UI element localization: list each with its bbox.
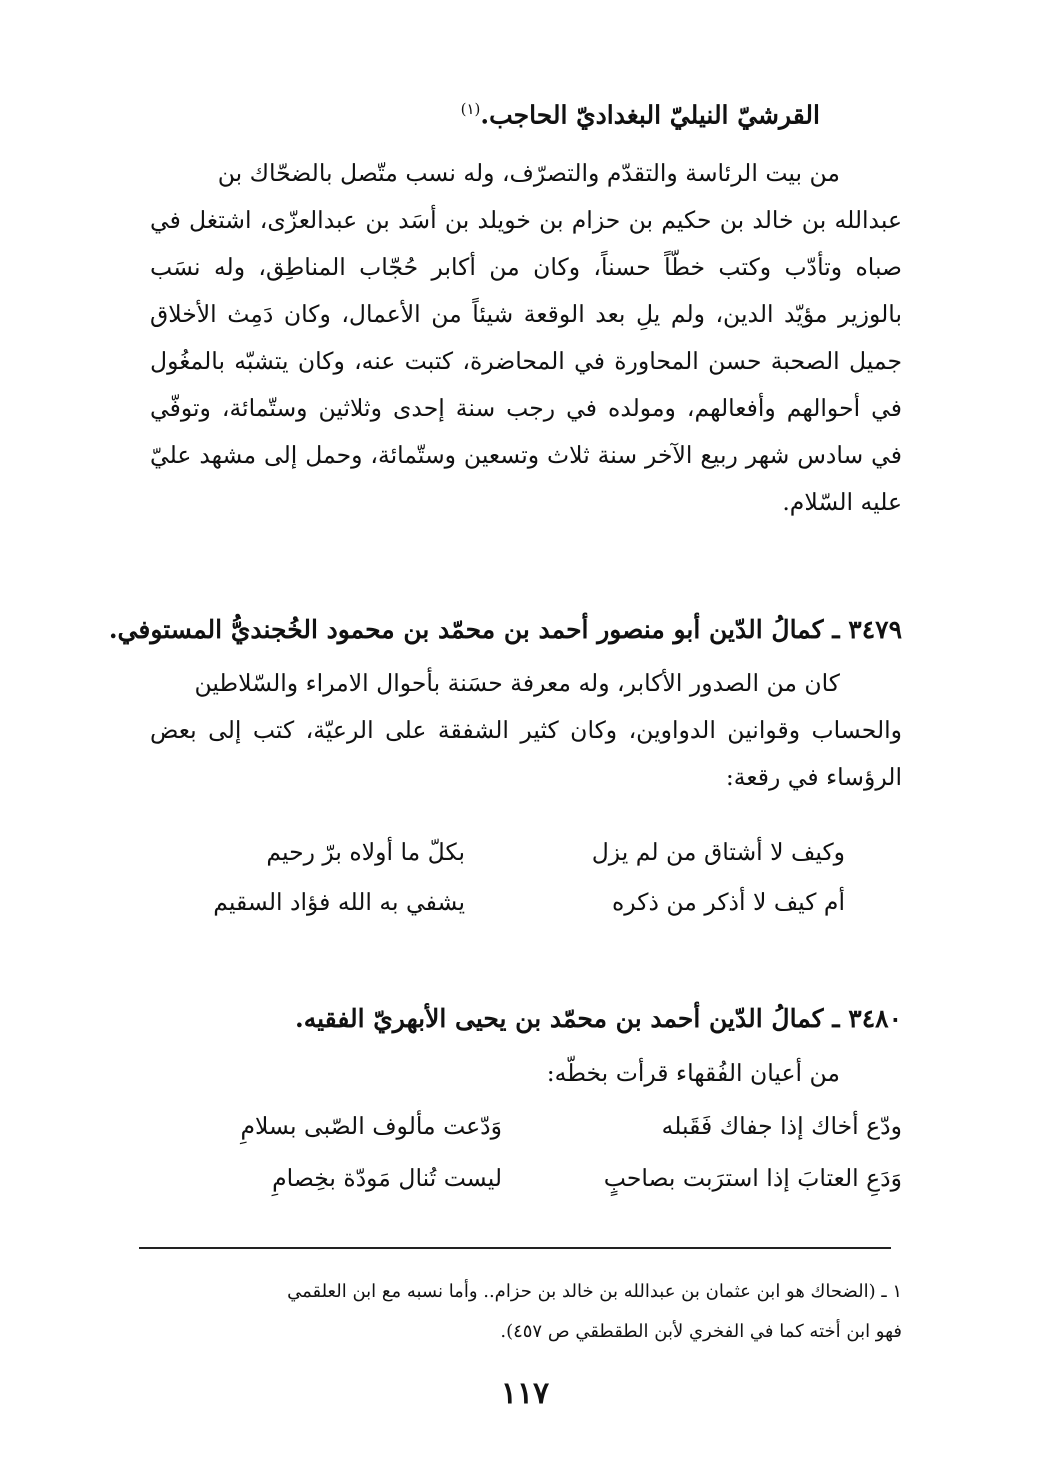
verse-first-hemistich: وكيف لا أشتاق من لم يزل (591, 838, 845, 866)
paragraph-line: الرؤساء في رقعة: (725, 763, 902, 791)
verse-first-hemistich: أم كيف لا أذكر من ذكره (612, 888, 845, 916)
verse-line (152, 1112, 902, 1140)
verse-second-hemistich: وَدّعت مألوف الصّبى بسلامِ (240, 1112, 502, 1140)
verse-line (195, 838, 845, 866)
verse-first-hemistich: وَدَعِ العتابَ إذا استرَبت بصاحبٍ (603, 1164, 902, 1192)
entry-3479-paragraph (150, 660, 902, 801)
verse-line (195, 888, 845, 916)
heading-text: القرشيّ النيليّ البغداديّ الحاجب. (480, 100, 820, 130)
footnote-line: فهو ابن أخته كما في الفخري لأبن الطقطقي ص ٤٥٧). (500, 1321, 902, 1342)
verse-gap (502, 1164, 542, 1192)
verse-second-hemistich: بكلّ ما أولاه برّ رحيم (266, 838, 465, 866)
verse-gap (465, 888, 555, 916)
paragraph-line: بالوزير مؤيّد الدين، ولم يلِ بعد الوقعة شيئاً من الأعمال، وكان دَمِث الأخلاق (150, 300, 902, 328)
paragraph-line: السّلام. (782, 488, 854, 516)
entry-title-3480: ٣٤٨٠ ـ كمالُ الدّين أحمد بن محمّد بن يحيى الأبهريّ الفقيه. (295, 1004, 902, 1033)
verse-line (152, 1164, 902, 1192)
paragraph-line: جميل الصحبة حسن المحاورة في المحاضرة، كتبت عنه، وكان يتشبّه بالمغُول في (150, 347, 902, 422)
verse-gap (502, 1112, 542, 1140)
footnotes (150, 1272, 902, 1352)
paragraph-line: صباه وتأدّب وكتب خطّاً حسناً، وكان من أكابر حُجّاب المناطِق، وله نسَب (150, 253, 902, 281)
paragraph-line: من بيت الرئاسة والتقدّم والتصرّف، وله نسب متّصل بالضحّاك بن (217, 159, 840, 187)
verse-first-hemistich: ودّع أخاك إذا جفاك فَقَبله (661, 1112, 902, 1140)
verse-second-hemistich: ليست تُنال مَودّة بخِصامِ (272, 1164, 502, 1192)
footnote-line: ١ ـ (الضحاك هو ابن عثمان بن عبدالله بن خالد بن حزام.. وأما نسبه مع ابن العلقمي (287, 1281, 902, 1302)
verse-gap (465, 838, 555, 866)
footnote-marker: (١) (460, 100, 481, 118)
verse-second-hemistich: يشفي به الله فؤاد السقيم (213, 888, 465, 916)
paragraph-line: والحساب وقوانين الدواوين، وكان كثير الشفقة على الرعيّة، كتب إلى بعض (150, 716, 902, 744)
paragraph-line: أحوالهم وأفعالهم، ومولده في رجب سنة إحدى وثلاثين وستّمائة، وتوفّي في (150, 394, 902, 469)
entry-title-3479: ٣٤٧٩ ـ كمالُ الدّين أبو منصور أحمد بن محمّد بن محمود الخُجنديُّ المستوفي. (108, 615, 902, 644)
paragraph-line: سادس شهر ربيع الآخر سنة ثلاث وتسعين وستّمائة، وحمل إلى مشهد عليّ عليه (150, 441, 902, 516)
biography-paragraph (150, 150, 902, 526)
paragraph-line: من أعيان الفُقهاء قرأت بخطّه: (546, 1059, 840, 1087)
paragraph-line: كان من الصدور الأكابر، وله معرفة حسَنة بأحوال الامراء والسّلاطين (194, 669, 840, 697)
footnote-divider (139, 1247, 891, 1249)
page-number: ١١٧ (500, 1376, 550, 1411)
entry-heading-continuation (220, 100, 820, 129)
entry-3480-paragraph (150, 1050, 902, 1097)
paragraph-line: عبدالله بن خالد بن حكيم بن حزام بن خويلد بن أسَد بن عبدالعزّى، اشتغل في (150, 206, 902, 234)
